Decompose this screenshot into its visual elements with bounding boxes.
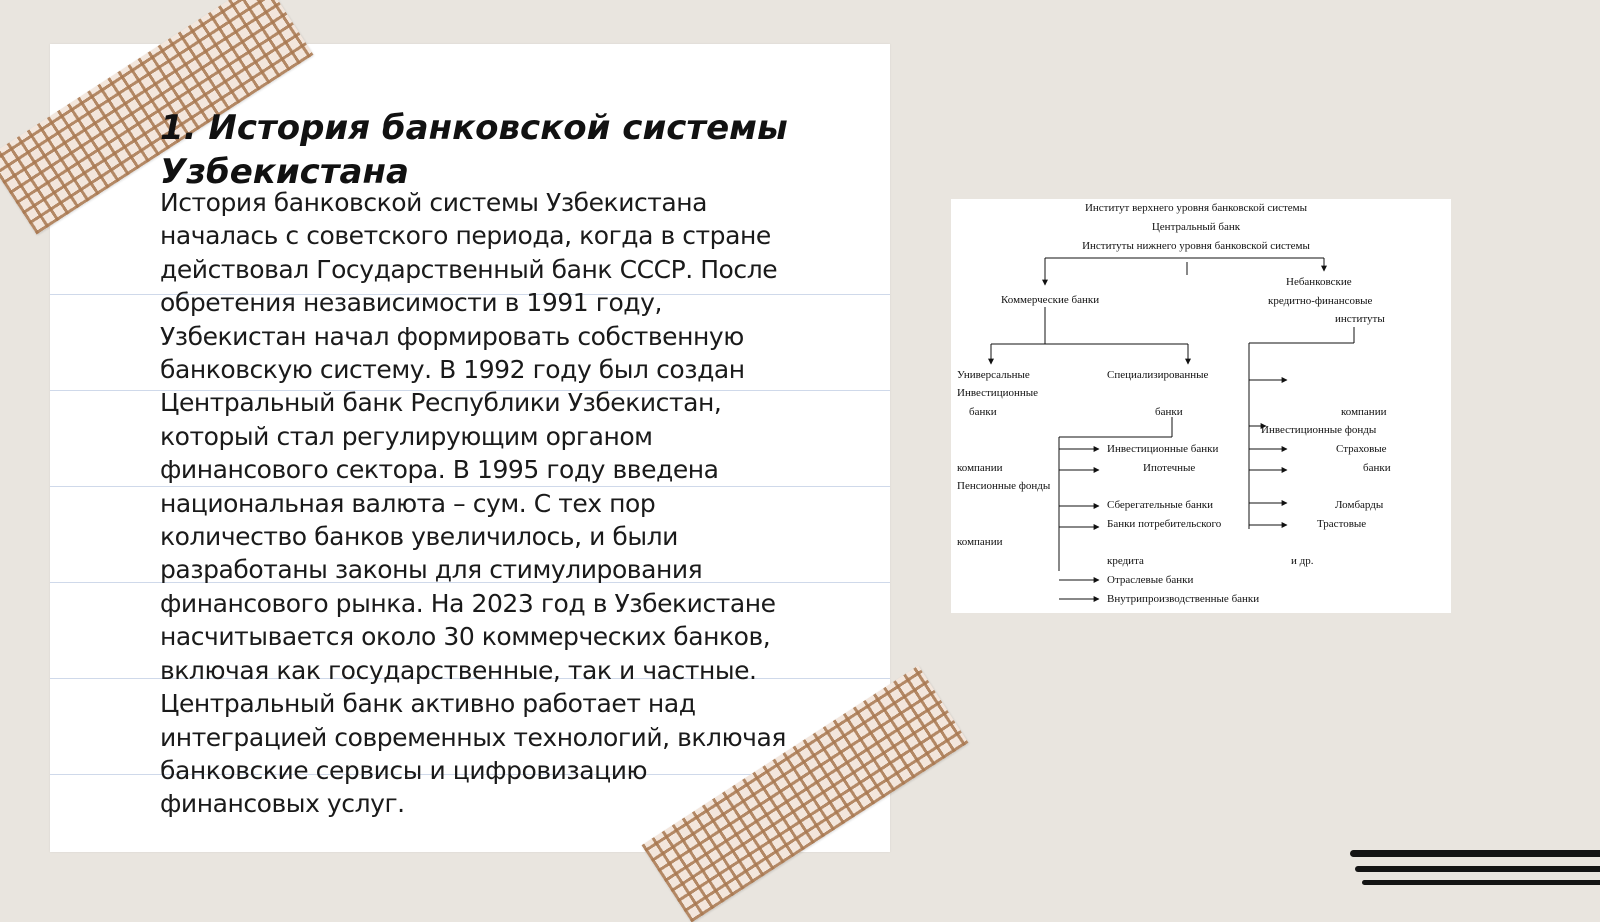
node-investment-banks: Инвестиционные банки <box>1107 443 1219 455</box>
body-line: началась с советского периода, когда в стране <box>160 221 771 251</box>
node-sector-banks: Отраслевые банки <box>1107 574 1194 586</box>
body-line: который стал регулирующим органом <box>160 421 653 451</box>
node-consumer-credit-banks: Банки потребительского <box>1107 518 1222 530</box>
body-line: национальная валюта – сум. С тех пор <box>160 488 656 518</box>
node-insurance: Страховые <box>1336 443 1387 455</box>
slide-title: 1. История банковской системы Узбекистана <box>160 108 788 192</box>
body-line: насчитывается около 30 коммерческих банков, <box>160 622 771 652</box>
body-line: финансового сектора. В 1995 году введена <box>160 455 719 485</box>
body-line: Центральный банк активно работает над <box>160 689 696 719</box>
node-credit: кредита <box>1107 555 1144 567</box>
body-line: финансовых услуг. <box>160 789 405 819</box>
node-nonbank-1: Небанковские <box>1286 276 1352 288</box>
body-line: включая как государственные, так и частные. <box>160 655 757 685</box>
node-mortgage: Ипотечные <box>1143 462 1196 474</box>
body-line: История банковской системы Узбекистана <box>160 188 708 217</box>
node-nonbank-3: институты <box>1335 313 1385 325</box>
banking-system-diagram <box>951 199 1451 613</box>
body-line: разработаны законы для стимулирования <box>160 555 703 585</box>
diagram-header-1: Институт верхнего уровня банковской системы <box>1084 202 1308 214</box>
node-nonbank-2: кредитно-финансовые <box>1268 295 1373 307</box>
node-pension-funds: Пенсионные фонды <box>957 480 1051 492</box>
diagram-canvas <box>951 199 1451 613</box>
node-banks-right: банки <box>1363 462 1391 474</box>
body-line: количество банков увеличилось, и были <box>160 522 678 552</box>
body-line: действовал Государственный банк СССР. После <box>160 254 778 284</box>
diagram-header-2: Центральный банк <box>1151 221 1241 233</box>
node-companies-1: компании <box>1341 406 1387 418</box>
brush-stroke <box>1362 880 1600 885</box>
body-line: Центральный банк Республики Узбекистан, <box>160 388 722 418</box>
diagram-header-3: Институты нижнего уровня банковской системы <box>1082 240 1310 252</box>
body-line: банковскую систему. В 1992 году был создан <box>160 355 745 385</box>
node-trust: Трастовые <box>1317 518 1367 530</box>
node-universal: Универсальные <box>957 369 1030 381</box>
node-specialized: Специализированные <box>1107 369 1209 381</box>
body-line: Узбекистан начал формировать собственную <box>160 321 744 351</box>
body-line: банковские сервисы и цифровизацию <box>160 755 648 785</box>
body-line: финансового рынка. На 2023 год в Узбекистане <box>160 588 776 618</box>
slide-body-text <box>160 186 860 821</box>
node-etc: и др. <box>1291 555 1314 567</box>
node-inhouse-banks: Внутрипроизводственные банки <box>1107 593 1260 605</box>
brush-stroke <box>1350 850 1600 857</box>
body-line: обретения независимости в 1991 году, <box>160 288 662 318</box>
node-investment-funds: Инвестиционные фонды <box>1261 424 1377 436</box>
node-companies-2: компании <box>957 462 1003 474</box>
node-commercial-banks: Коммерческие банки <box>1001 294 1100 306</box>
node-banks-label: банки <box>1155 406 1183 418</box>
node-pawnshops: Ломбарды <box>1335 499 1384 511</box>
brush-stroke <box>1355 866 1600 872</box>
node-savings-banks: Сберегательные банки <box>1107 499 1213 511</box>
body-line: интеграцией современных технологий, включая <box>160 722 786 752</box>
node-investment: Инвестиционные <box>957 387 1039 399</box>
node-companies-3: компании <box>957 536 1003 548</box>
node-investment-banks-label: банки <box>969 406 997 418</box>
